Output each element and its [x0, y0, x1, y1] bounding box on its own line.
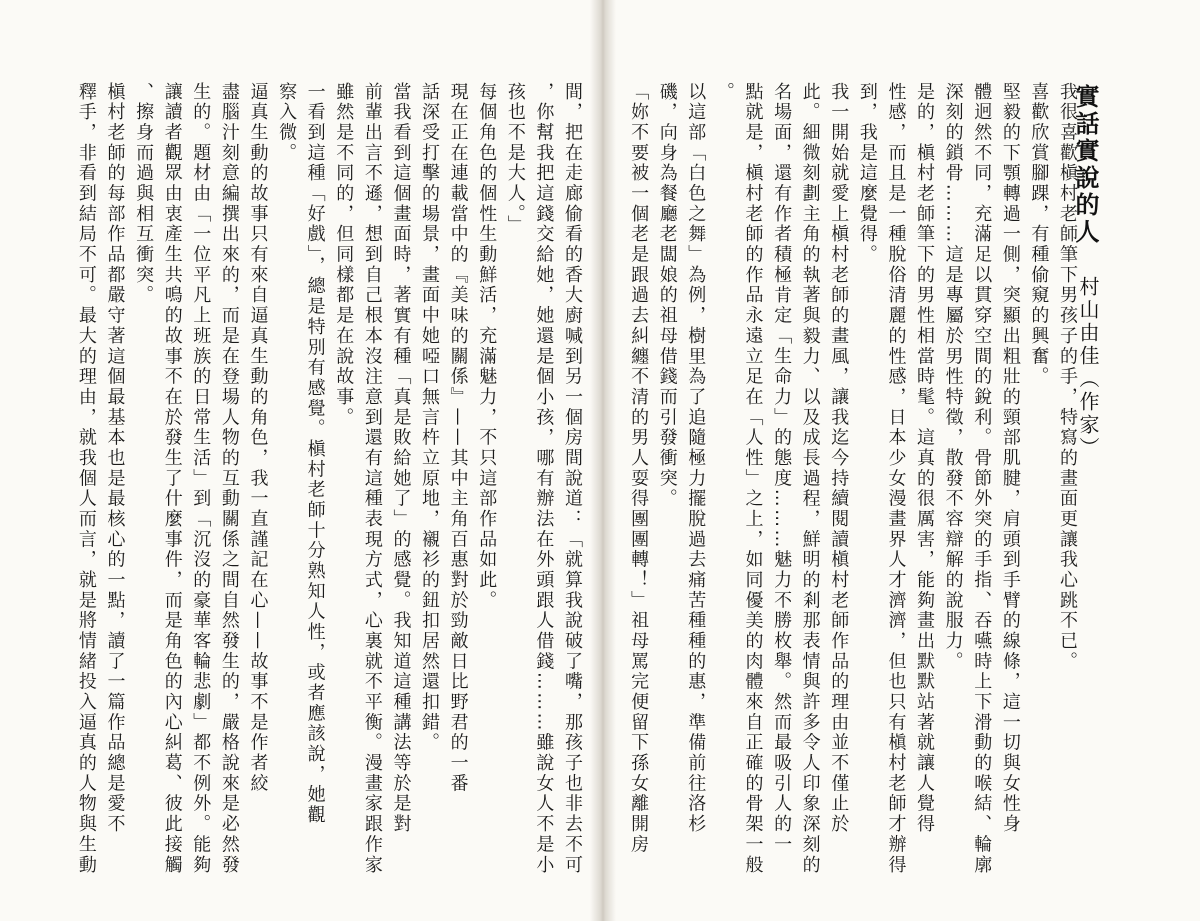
text-line: 話深受打擊的場景，畫面中她啞口無言杵立原地，襯衫的鈕扣居然還扣錯。 [419, 82, 441, 754]
text-line: 盡腦汁刻意編撰出來的，而是在登場人物的互動關係之間自然發生的，嚴格說來是必然發 [218, 82, 240, 876]
text-line: 釋手，非看到結局不可。最大的理由，就我個人而言，就是將情緒投入逼真的人物與生動 [75, 82, 97, 876]
left-page-text [64, 82, 586, 882]
text-line: 生的。題材由「一位平凡上班族的日常生活」到「沉沒的豪華客輪悲劇」都不例外。能夠 [190, 82, 212, 876]
text-line: 此。細微刻劃主角的執著與毅力、以及成長過程，鮮明的剎那表情與許多令人印象深刻的 [799, 82, 821, 876]
text-line: 現在正在連載當中的『美味的關係』——其中主角百惠對於勁敵日比野君的一番 [447, 82, 469, 794]
text-line: 我很喜歡槇村老師筆下男孩子的手，特寫的畫面更讓我心跳不已。 [1057, 82, 1078, 672]
text-line: 堅毅的下顎轉過一側，突顯出粗壯的頸部肌腱，肩頭到手臂的線條，這一切與女性身 [999, 82, 1021, 835]
text-line: 性感，而且是一種脫俗清麗的性感，日本少女漫畫界人才濟濟，但也只有槇村老師才辦得 [885, 82, 907, 876]
text-line: 磯，向身為餐廳老闆娘的祖母借錢而引發衝突。 [656, 82, 678, 510]
text-line: 當我看到這個畫面時，著實有種「真是敗給她了」的感覺。我知道這種講法等於是對 [390, 82, 412, 835]
text-line: 喜歡欣賞腳踝，有種偷窺的興奮。 [1028, 82, 1050, 388]
text-line: 體迥然不同，充滿足以貫穿空間的銳利。骨節外突的手指、吞嚥時上下滑動的喉結、輪廓 [971, 82, 993, 876]
text-line: 間，把在走廊偷看的香大廚喊到另一個房間說道：「就算我說破了嘴，那孩子也非去不可 [562, 82, 583, 876]
text-line: 是的，槇村老師筆下的男性相當時髦。這真的很厲害，能夠畫出默默站著就讓人覺得 [914, 82, 936, 835]
text-line: 逼真生動的故事只有來自逼真生動的角色，我一直謹記在心——故事不是作者絞 [247, 82, 269, 794]
text-line: 每個角色的個性生動鮮活，充滿魅力，不只這部作品如此。 [476, 82, 498, 611]
text-line: 「妳不要被一個老是跟過去糾纏不清的男人耍得團團轉！」祖母罵完便留下孫女離開房 [628, 82, 650, 855]
text-line: 孩也不是大人。」 [504, 82, 526, 236]
text-line: 前輩出言不遜，想到自己根本沒注意到還有這種表現方式，心裏就不平衡。漫畫家跟作家 [361, 82, 383, 876]
article-author: 村山由佳（作家） [1076, 276, 1100, 460]
text-line: 點就是，槇村老師的作品永遠立足在「人性」之上，如同優美的肉體來自正確的骨架一般 [742, 82, 764, 876]
text-line: 到，我是這麼覺得。 [856, 82, 878, 266]
text-line: 槇村老師的每部作品都嚴守著這個最基本也是最核心的一點，讀了一篇作品總是愛不 [104, 82, 126, 835]
text-line: 讓讀者觀眾由衷產生共鳴的故事不在於發生了什麼事件，而是角色的內心糾葛、彼此接觸 [161, 82, 183, 876]
text-line: 一看到這種「好戲」，總是特別有感覺。槇村老師十分熟知人性，或者應該說，她觀 [304, 82, 326, 826]
text-line: 、擦身而過與相互衝突。 [133, 82, 155, 306]
book-gutter [590, 0, 616, 921]
text-line: 察入微。 [276, 82, 298, 164]
article-title: 實話實說的人 [1071, 84, 1099, 246]
text-line: ，你幫我把這錢交給她，她還是個小孩，哪有辦法在外頭跟人借錢………雖說女人不是小 [533, 82, 555, 876]
text-line: 雖然是不同的，但同樣都是在說故事。 [333, 82, 355, 428]
text-line: 名場面，還有作者積極肯定「生命力」的態度………魅力不勝枚舉。然而最吸引人的一 [771, 82, 793, 855]
text-line: 我一開始就愛上槇村老師的畫風，讓我迄今持續閱讀槇村老師作品的理由並不僅止於 [828, 82, 850, 835]
text-line: 深刻的鎖骨………這是專屬於男性特徵，散發不容辯解的說服力。 [942, 82, 964, 672]
text-line: 。 [713, 82, 735, 103]
text-line: 以這部「白色之舞」為例，樹里為了追隨極力擺脫過去痛苦種種的惠，準備前往洛杉 [685, 82, 707, 835]
right-page-text [628, 82, 1081, 882]
